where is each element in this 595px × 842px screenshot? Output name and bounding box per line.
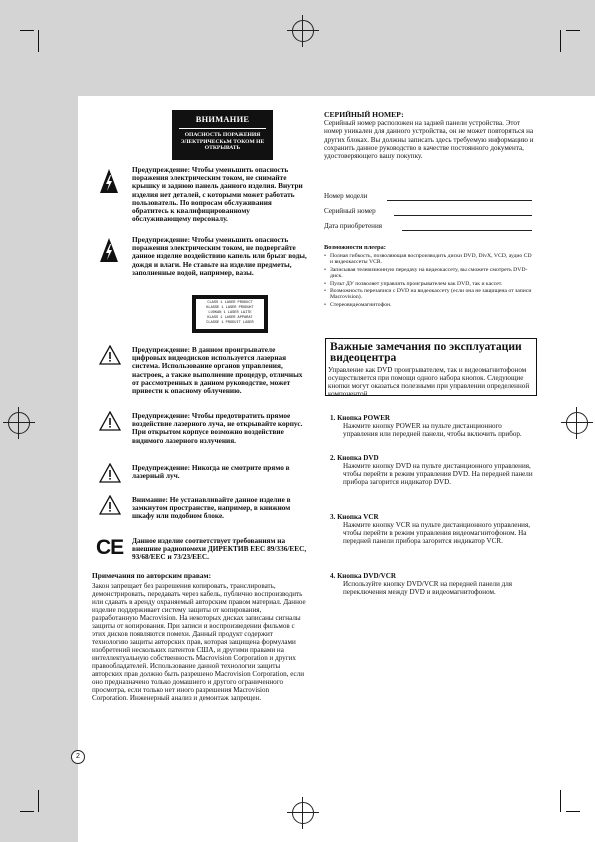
registration-mark xyxy=(292,802,314,824)
notes-intro: Управление как DVD проигрывателем, так и видеомагнитофоном осуществляется при помощи одного набора кнопок. Следующие кнопки могут оказаться полезными при управлении определенной компонентой. xyxy=(328,366,530,399)
exclamation-warning-icon xyxy=(99,463,121,483)
button-note xyxy=(330,454,534,486)
warning-text: Предупреждение: Чтобы уменьшить опасность поражения электрическим током, не снимайте крышку и заднюю панель данного изделия. Внутри изделия нет деталей, с которыми может работать пользователь. По вопросам обслуживания обратитесь к квалифицированному обслуживающему персоналу. xyxy=(132,165,303,224)
button-note-body: Используйте кнопку DVD/VCR на передней панели для переключения между DVD и видеомагнитофоном. xyxy=(343,580,513,597)
write-in-line xyxy=(394,215,532,216)
purchase-date-field xyxy=(324,222,382,230)
laser-class-label xyxy=(192,295,268,333)
warning-text: Предупреждение: В данном проигрывателе цифровых видеодисков используется лазерная система. Использование органов управления, настроек, а также выполнение процедур, отличных от рассмотренных в данном руководстве, может привести к опасному облучению. xyxy=(132,345,303,396)
laser-label-line: CLASS 1 LASER PRODUCT xyxy=(207,301,253,305)
button-note xyxy=(330,572,534,596)
warning-text: Предупреждение: Никогда не смотрите прямо в лазерный луч. xyxy=(132,463,290,481)
registration-mark xyxy=(566,412,588,434)
crop-mark xyxy=(20,811,34,812)
button-note-body: Нажмите кнопку VCR на пульте дистанционного управления, чтобы перейти в режим управления видеомагнитофоном. На передней панели прибора загорится индикатор VCR. xyxy=(343,521,530,546)
button-note-heading: 2. Кнопка DVD xyxy=(330,454,379,462)
field-label: Номер модели xyxy=(324,192,368,200)
registration-mark xyxy=(292,20,314,42)
write-in-line xyxy=(402,230,532,231)
crop-mark xyxy=(38,30,39,52)
warning-box xyxy=(172,110,273,160)
copyright-text: Закон запрещает без разрешения копировать, транслировать, демонстрировать, передавать через кабель, публично воспроизводить или сдавать в аренду охраняемый авторским правом материал. Данное изделие поддерживает систему защиты от копирования, разработанную Macrovision. На некоторых дисках записаны сигналы защиты от копирования. При записи и воспроизведении фильмов с этих дисков появляются помехи. Данный продукт содержит технологию защиты авторских прав, которая защищена формулами изобретений нескольких патентов США, и другими правами на интеллектуальную собственность Macrovision Corporation и других правообладателей. Использование данной технологии защиты авторских прав должно быть разрешено Macrovision Corporation, если оно предназначено только домашнего и другого ограниченного просмотра, если только нет иного разрешения Macrovision Corporation. Инженерный анализ и демонтаж запрещен. xyxy=(92,582,306,702)
warning-subtitle: ОПАСНОСТЬ ПОРАЖЕНИЯ ЭЛЕКТРИЧЕСКьМ ТОКОМ НЕ ОТКРЫВАТЬ xyxy=(179,128,266,152)
laser-label-line: CLASSE 1 PRODUIT LASER xyxy=(206,321,254,325)
model-number-field xyxy=(324,192,367,200)
button-note-heading: 3. Кнопка VCR xyxy=(330,513,379,521)
crop-mark xyxy=(566,811,580,812)
warning-title: ВНИМАНИЕ xyxy=(195,115,250,124)
serial-text: Серийный номер расположен на задней панели устройства. Этот номер уникален для данного устройства, он не может повторяться на других блоках. Вы должны записать здесь требуемую информацию и сохранить данное руководство в качестве постоянного документа, удостоверяющего вашу покупку. xyxy=(324,119,534,161)
crop-mark xyxy=(20,30,34,31)
registration-mark xyxy=(8,412,30,434)
field-label: Серийный номер xyxy=(324,207,376,215)
laser-label-line: KLASS 1 LASER APPARAT xyxy=(207,316,253,320)
page-number: 2 xyxy=(71,750,85,764)
crop-mark xyxy=(560,30,561,52)
copyright-title: Примечания по авторским правам: xyxy=(92,571,212,580)
laser-label-line: LUOKAN 1 LASER LAITE xyxy=(208,311,252,315)
list-item: • Записывая телевизионную передачу на видеокассету, вы сможете смотреть DVD-диск. xyxy=(324,267,534,280)
button-note-heading: 4. Кнопка DVD/VCR xyxy=(330,572,396,580)
warning-text: Внимание: Не устанавливайте данное изделие в замкнутом пространстве, например, в книжном шкафу или подобном блоке. xyxy=(132,495,291,521)
warning-text: Предупреждение: Чтобы уменьшить опасность поражения электрическим током, не подвергайте данное изделие воздействию капель или брызг воды, дождя и влаги. Не ставьте на изделие предметы, заполненные водой, например, вазы. xyxy=(132,235,307,277)
exclamation-warning-icon xyxy=(99,345,121,365)
list-item: • Пульт ДУ позволяет управлять проигрывателем как DVD, так и кассет. xyxy=(324,281,534,287)
field-label: Дата приобретения xyxy=(324,222,383,230)
top-gray-band xyxy=(0,0,595,96)
serial-number-field xyxy=(324,207,376,215)
laser-label-line: KLASSE 1 LASER PRODUKT xyxy=(206,306,254,310)
exclamation-warning-icon xyxy=(99,495,121,515)
crop-mark xyxy=(560,790,561,812)
button-note-body: Нажмите кнопку POWER на пульте дистанционного управления или передней панели, чтобы включить прибор. xyxy=(343,422,522,439)
warning-text: Предупреждение: Чтобы предотвратить прямое воздействие лазерного луча, не открывайте корпус. При открытом корпусе возможно воздействие видимого лазерного излучения. xyxy=(132,411,303,445)
crop-mark xyxy=(38,790,39,812)
list-item: • Полная гибкость, позволяющая воспроизводить диски DVD, DivX, VCD, аудио CD и видеокассеты VCR. xyxy=(324,253,534,266)
list-item: • Возможность перезаписи с DVD на видеокассету (если она не защищена от записи Macrovision). xyxy=(324,288,534,301)
compliance-text: Данное изделие соответствует требованиям на внешние радиопомехи ДИРЕКТИВ ЕЕС 89/336/ЕЕС, 93/68/ЕЕС и 73/23/ЕЕС. xyxy=(132,536,307,562)
button-note xyxy=(330,414,534,438)
list-item: • Стереовидеомагнитофон. xyxy=(324,302,534,308)
ce-mark-icon: CE xyxy=(96,536,124,559)
features-title: Возможности плеера: xyxy=(324,244,386,251)
features-list xyxy=(324,253,534,309)
button-note-body: Нажмите кнопку DVD на пульте дистанционного управления, чтобы перейти в режим управления DVD. На передней панели прибора загорится индикатор DVD. xyxy=(343,462,533,487)
write-in-line xyxy=(387,200,532,201)
exclamation-warning-icon xyxy=(99,411,121,431)
serial-title: СЕРИЙНЫЙ НОМЕР: xyxy=(324,110,404,119)
button-note xyxy=(330,513,534,545)
notes-title: Важные замечания по эксплуатации видеоцентра xyxy=(330,340,522,364)
lightning-warning-icon xyxy=(99,168,119,194)
lightning-warning-icon xyxy=(99,237,119,263)
crop-mark xyxy=(566,30,580,31)
button-note-heading: 1. Кнопка POWER xyxy=(330,414,391,422)
